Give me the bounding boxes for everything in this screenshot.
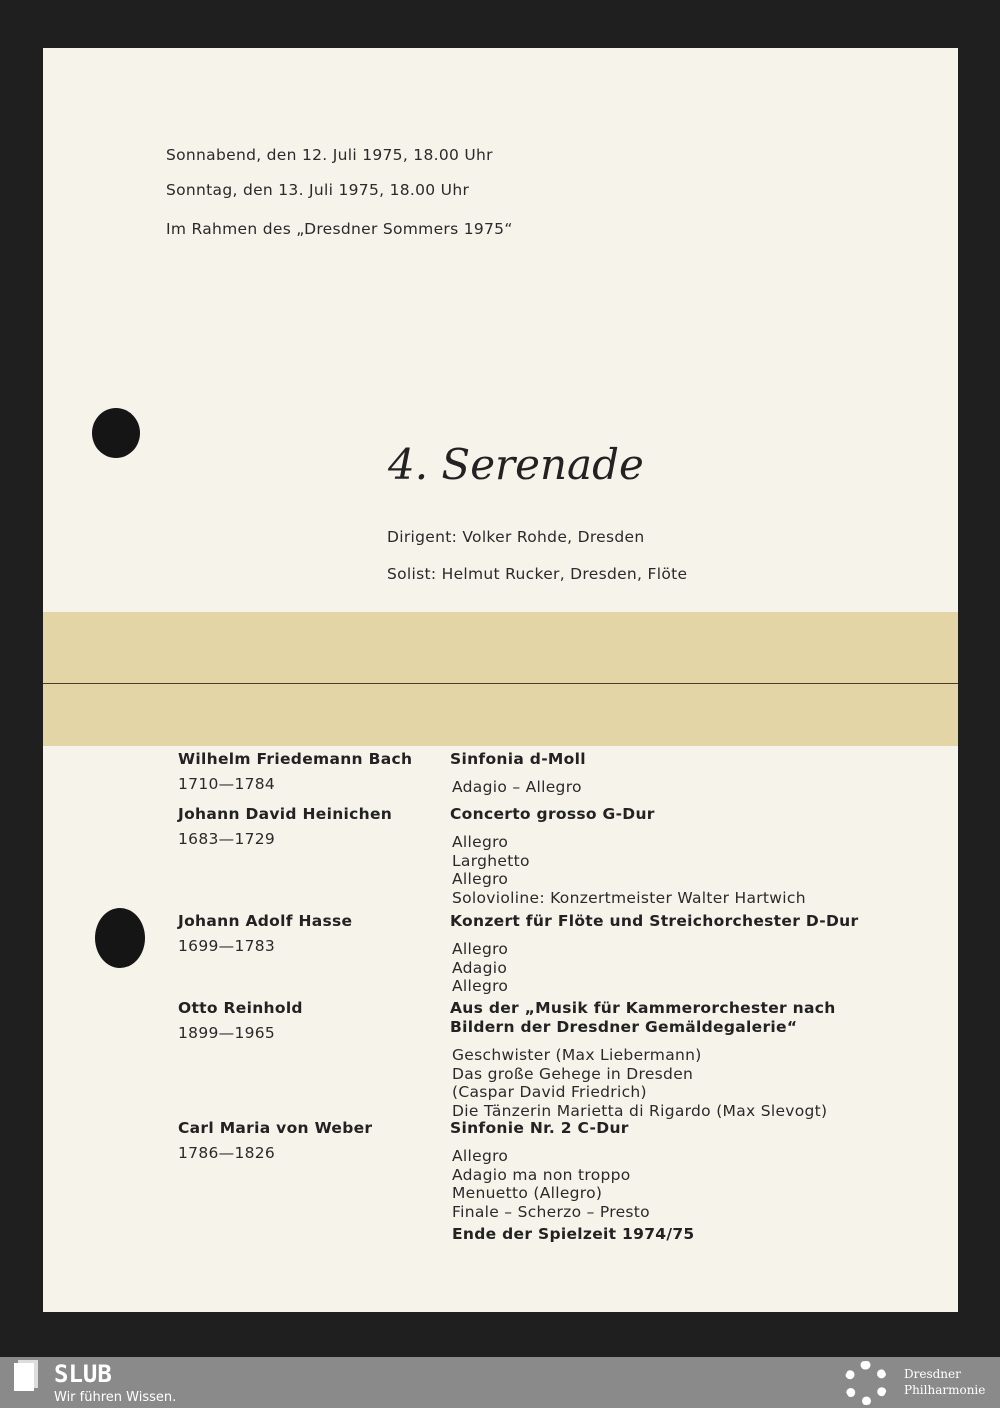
punch-hole-bottom xyxy=(95,908,145,968)
composer-name: Johann David Heinichen xyxy=(178,805,393,823)
composer-name: Johann Adolf Hasse xyxy=(178,912,353,930)
work-title: Concerto grosso G-Dur xyxy=(450,805,655,823)
punch-hole-top xyxy=(92,408,140,458)
partner-name-1[interactable]: Dresdner xyxy=(904,1367,961,1381)
movement: Geschwister (Max Liebermann) xyxy=(452,1046,702,1064)
movement: Solovioline: Konzertmeister Walter Hartwich xyxy=(452,888,806,907)
work-title: Aus der „Musik für Kammerorchester nach xyxy=(450,999,836,1017)
movement: Larghetto xyxy=(452,851,530,870)
season-end: Ende der Spielzeit 1974/75 xyxy=(452,1225,695,1243)
movement: Adagio ma non troppo xyxy=(452,1165,631,1184)
movement: Allegro xyxy=(452,833,509,851)
movement: Adagio xyxy=(452,958,508,977)
work-title: Bildern der Dresdner Gemäldegalerie“ xyxy=(450,1018,798,1036)
composer-name: Carl Maria von Weber xyxy=(178,1119,373,1137)
fold-crease xyxy=(43,683,958,684)
partner-name-2: Philharmonie xyxy=(904,1383,986,1397)
slub-tagline: Wir führen Wissen. xyxy=(54,1390,177,1405)
footer-bar xyxy=(0,1357,1000,1408)
composer-years: 1683—1729 xyxy=(178,830,276,848)
movement: Allegro xyxy=(452,940,509,958)
book-icon xyxy=(14,1363,34,1391)
work-title: Konzert für Flöte und Streichorchester D-Dur xyxy=(450,912,859,930)
composer-name: Wilhelm Friedemann Bach xyxy=(178,750,413,768)
movement: Allegro xyxy=(452,1147,509,1165)
movement: Finale – Scherzo – Presto xyxy=(452,1202,650,1221)
philharmonie-logo-icon xyxy=(844,1361,888,1405)
adhesive-tape xyxy=(43,612,958,746)
festival-line: Im Rahmen des „Dresdner Sommers 1975“ xyxy=(166,220,513,238)
movement: Allegro xyxy=(452,977,509,995)
movement: (Caspar David Friedrich) xyxy=(452,1083,647,1101)
movement: Die Tänzerin Marietta di Rigardo (Max Slevogt) xyxy=(452,1101,828,1120)
conductor: Dirigent: Volker Rohde, Dresden xyxy=(387,528,645,546)
date-line-2: Sonntag, den 13. Juli 1975, 18.00 Uhr xyxy=(166,181,470,199)
soloist: Solist: Helmut Rucker, Dresden, Flöte xyxy=(387,565,688,583)
composer-years: 1699—1783 xyxy=(178,937,276,955)
movement: Das große Gehege in Dresden xyxy=(452,1064,694,1083)
composer-name: Otto Reinhold xyxy=(178,999,303,1017)
work-title: Sinfonia d-Moll xyxy=(450,750,586,768)
work-title: Sinfonie Nr. 2 C-Dur xyxy=(450,1119,629,1137)
date-line-1: Sonnabend, den 12. Juli 1975, 18.00 Uhr xyxy=(166,146,493,164)
slub-logo-name[interactable]: SLUB xyxy=(54,1360,112,1388)
concert-title: 4. Serenade xyxy=(388,440,644,489)
composer-years: 1786—1826 xyxy=(178,1144,276,1162)
composer-years: 1710—1784 xyxy=(178,775,276,793)
movement: Adagio – Allegro xyxy=(452,778,582,796)
movement: Allegro xyxy=(452,870,509,888)
composer-years: 1899—1965 xyxy=(178,1024,276,1042)
movement: Menuetto (Allegro) xyxy=(452,1184,603,1202)
